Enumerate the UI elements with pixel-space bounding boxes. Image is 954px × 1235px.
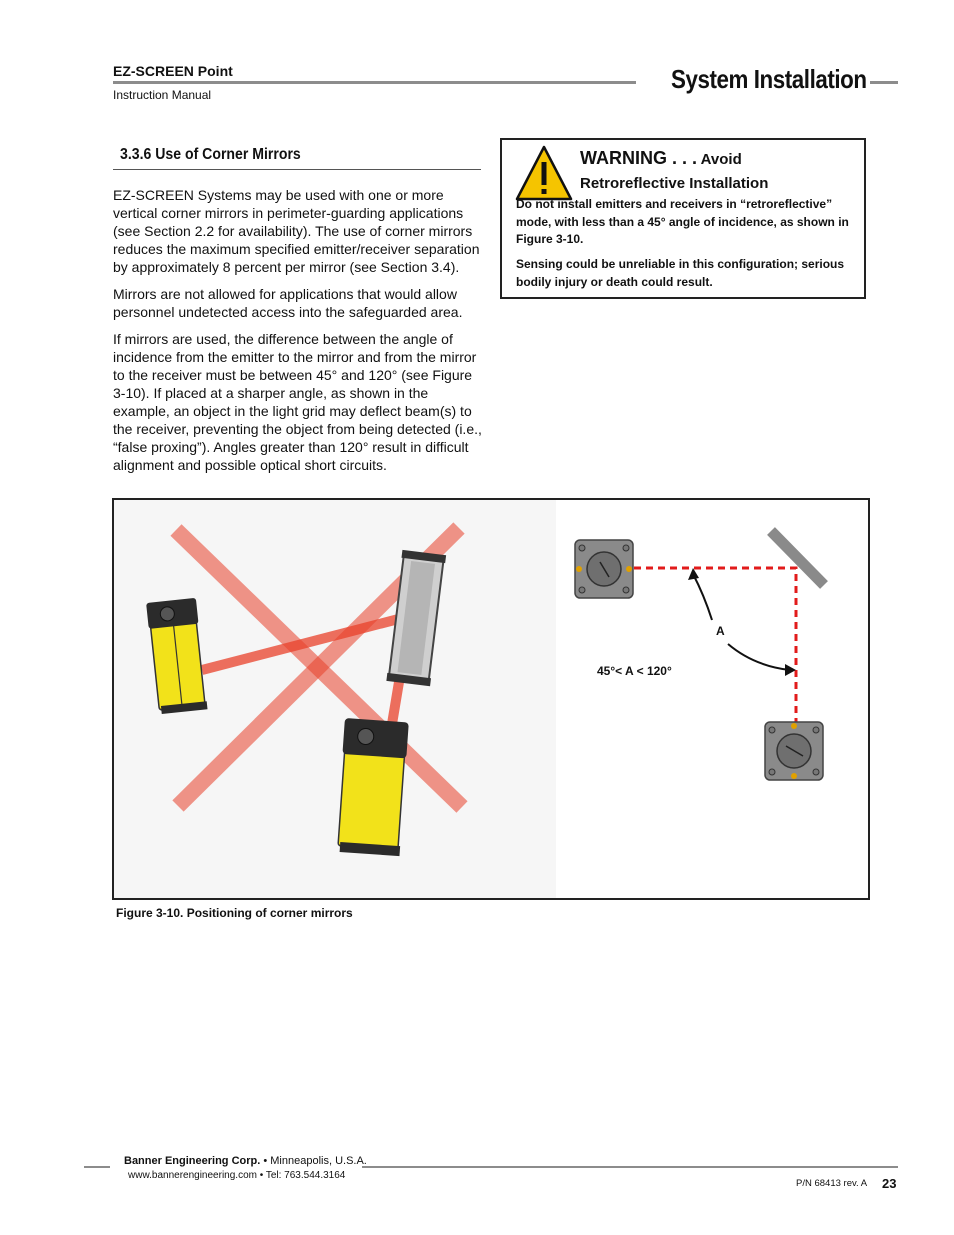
warning-triangle-icon bbox=[514, 144, 574, 202]
angle-arrowhead-lower bbox=[785, 664, 796, 676]
angle-arc-lower bbox=[728, 644, 790, 670]
figure-illustration bbox=[114, 500, 868, 898]
paragraph-3: If mirrors are used, the difference between the angle of incidence from the emitter to the mirror and from the mirror to the receiver must be between 45° and 120° (see Figure 3-10). If placed at a sharper angle, as shown in the example, an object in the light grid may deflect beam(s) to the receiver, preventing the object from being detected (i.e., “false proxing”). Angles greater than 120° result in difficult alignment and possible optical short circuits. bbox=[113, 331, 482, 473]
warning-text-2: Sensing could be unreliable in this configuration; serious bodily injury or death could result. bbox=[516, 257, 845, 289]
warning-title bbox=[580, 146, 850, 196]
header-rule-right bbox=[870, 81, 898, 84]
warning-text-1: Do not install emitters and receivers in “retroreflective” mode, with less than a 45° angle of incidence, as shown in Figure 3-10. bbox=[516, 197, 849, 246]
part-number: P/N 68413 rev. A bbox=[796, 1178, 868, 1189]
warning-subject: Avoid Retroreflective Installation bbox=[580, 151, 769, 192]
section-body bbox=[113, 186, 485, 483]
angle-arc-upper bbox=[693, 574, 712, 620]
figure-caption: Figure 3-10. Positioning of corner mirrors bbox=[116, 906, 353, 920]
page-title: System Installation bbox=[671, 64, 867, 94]
company-location: • Minneapolis, U.S.A. bbox=[260, 1155, 367, 1167]
footer-website: www.bannerengineering.com • Tel: 763.544.3164 bbox=[128, 1170, 346, 1181]
footer-rule-left bbox=[84, 1166, 110, 1168]
footer-rule-right bbox=[362, 1166, 898, 1168]
footer-company bbox=[124, 1155, 367, 1167]
paragraph-1: EZ-SCREEN Systems may be used with one or more vertical corner mirrors in perimeter-guarding applications (see Section 2.2 for availability). The use of corner mirrors reduces the maximum specified emitter/receiver separation by approximately 8 percent per mirror (see Section 3.4). bbox=[113, 187, 480, 275]
angle-arrowhead-upper bbox=[688, 568, 699, 580]
angle-range-label: 45°< A < 120° bbox=[597, 664, 672, 678]
top-sensor-device bbox=[575, 540, 633, 598]
product-name: EZ-SCREEN Point bbox=[113, 63, 233, 79]
schematic-beam bbox=[634, 568, 796, 722]
angle-label-a: A bbox=[716, 624, 725, 638]
paragraph-2: Mirrors are not allowed for applications that would allow personnel undetected access into the safeguarded area. bbox=[113, 286, 463, 320]
receiver-device bbox=[336, 718, 409, 856]
company-name: Banner Engineering Corp. bbox=[124, 1155, 261, 1167]
manual-label: Instruction Manual bbox=[113, 88, 212, 102]
bottom-sensor-device bbox=[765, 722, 823, 780]
section-heading: 3.3.6 Use of Corner Mirrors bbox=[120, 146, 301, 163]
warning-word: WARNING . . . bbox=[580, 148, 697, 168]
section-rule bbox=[113, 169, 481, 170]
page-number: 23 bbox=[882, 1176, 897, 1191]
header-rule-left bbox=[113, 81, 636, 84]
